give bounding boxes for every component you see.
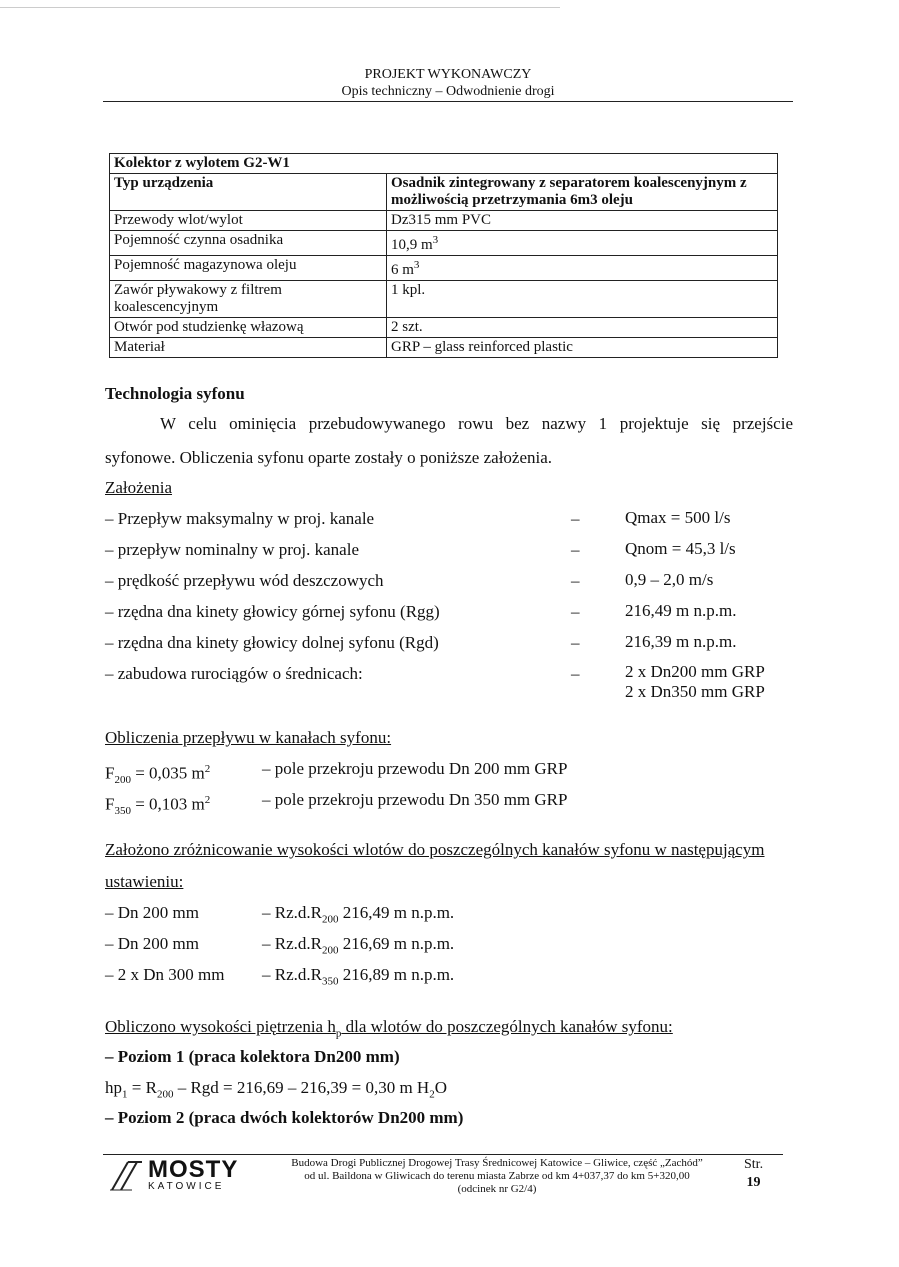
page-header	[103, 66, 793, 100]
height-value: – $Rz.d.R_{200}$ 216,49 m n.p.m.	[262, 903, 455, 926]
logo-mark-icon	[108, 1157, 148, 1193]
section-title: Technologia syfonu	[105, 384, 245, 403]
cell-value: 6 $m^3$	[387, 256, 778, 281]
cell-label: Typ urządzenia	[110, 174, 387, 211]
assumption-label: – prędkość przepływu wód deszczowych	[105, 571, 384, 590]
footer-project-description: Budowa Drogi Publicznej Drogowej Trasy Średnicowej Katowice – Gliwice, część „Zachód” od ul. Baildona w Gliwicach do terenu miasta Zabrze od km 4+037,37 do km 5+320,00 (odcinek nr G2/4)	[291, 1157, 703, 1195]
cell-label: Materiał	[110, 338, 387, 358]
page-number: Str. 19	[744, 1157, 764, 1190]
assumption-value: Qnom = 45,3 l/s	[625, 539, 736, 558]
height-value: – $Rz.d.R_{350}$ 216,89 m n.p.m.	[262, 965, 455, 988]
assumptions-title: Założenia	[105, 478, 173, 497]
footer-divider	[103, 1154, 783, 1155]
table-row	[110, 256, 778, 281]
height-label: – Dn 200 mm	[105, 934, 199, 953]
assumption-dash: –	[571, 509, 580, 528]
table-row	[110, 281, 778, 318]
heights-title-line-1: Założono zróżnicowanie wysokości wlotów do poszczególnych kanałów syfonu w następującym	[105, 840, 765, 859]
assumption-value: 2 x Dn200 mm GRP 2 x Dn350 mm GRP	[625, 662, 765, 701]
cell-value: 2 szt.	[387, 318, 778, 338]
cell-value: 10,9 $m^3$	[387, 231, 778, 256]
cell-value: Osadnik zintegrowany z separatorem koalescenyjnym z możliwością przetrzymania 6m3 oleju	[387, 174, 778, 211]
level-1-equation: $hp_1 = R_{200}$ – Rgd = 216,69 – 216,39 = 0,30 m $H_2O$	[105, 1078, 447, 1101]
logo-sub-text: KATOWICE	[148, 1181, 225, 1192]
calc-title: Obliczono wysokości piętrzenia $h_p$ dla wlotów do poszczególnych kanałów syfonu:	[105, 1017, 673, 1040]
flow-title: Obliczenia przepływu w kanałach syfonu:	[105, 728, 392, 747]
height-label: – 2 x Dn 300 mm	[105, 965, 225, 984]
scan-edge-line	[0, 7, 560, 8]
assumption-label: – Przepływ maksymalny w proj. kanale	[105, 509, 375, 528]
flow-description: – pole przekroju przewodu Dn 200 mm GRP	[262, 759, 568, 778]
assumption-dash: –	[571, 664, 580, 683]
header-subtitle: Opis techniczny – Odwodnienie drogi	[341, 84, 555, 99]
level-1-title: – Poziom 1 (praca kolektora Dn200 mm)	[105, 1047, 400, 1066]
cell-label: Pojemność magazynowa oleju	[110, 256, 387, 281]
device-spec-table	[109, 153, 778, 358]
height-value: – $Rz.d.R_{200}$ 216,69 m n.p.m.	[262, 934, 455, 957]
assumption-value: 216,49 m n.p.m.	[625, 601, 737, 620]
assumption-value: 0,9 – 2,0 m/s	[625, 570, 714, 589]
intro-line-1: W celu ominięcia przebudowywanego rowu bez nazwy 1 projektuje się przejście	[160, 414, 793, 433]
flow-formula: $F_{200} = 0,035$ $m^2$	[105, 763, 211, 787]
assumption-dash: –	[571, 571, 580, 590]
intro-line-2: syfonowe. Obliczenia syfonu oparte zostały o poniższe założenia.	[105, 448, 553, 467]
table-row	[110, 231, 778, 256]
assumption-dash: –	[571, 602, 580, 621]
level-2-title: – Poziom 2 (praca dwóch kolektorów Dn200 mm)	[105, 1108, 464, 1127]
assumption-value: 216,39 m n.p.m.	[625, 632, 737, 651]
assumption-dash: –	[571, 633, 580, 652]
assumption-label: – zabudowa rurociągów o średnicach:	[105, 664, 363, 683]
assumption-label: – przepływ nominalny w proj. kanale	[105, 540, 359, 559]
header-title: PROJEKT WYKONAWCZY	[364, 67, 532, 82]
cell-label: Otwór pod studzienkę włazową	[110, 318, 387, 338]
assumption-label: – rzędna dna kinety głowicy górnej syfonu (Rgg)	[105, 602, 440, 621]
cell-label: Zawór pływakowy z filtrem koalescencyjnym	[110, 281, 387, 318]
header-divider	[103, 101, 793, 102]
mosty-logo	[108, 1157, 248, 1193]
table-caption: Kolektor z wylotem G2-W1	[110, 154, 778, 174]
cell-label: Przewody wlot/wylot	[110, 211, 387, 231]
heights-title-line-2: ustawieniu:	[105, 872, 184, 891]
height-label: – Dn 200 mm	[105, 903, 199, 922]
flow-description: – pole przekroju przewodu Dn 350 mm GRP	[262, 790, 568, 809]
table-row	[110, 318, 778, 338]
table-row	[110, 174, 778, 211]
cell-value: GRP – glass reinforced plastic	[387, 338, 778, 358]
flow-formula: $F_{350} = 0,103$ $m^2$	[105, 794, 211, 818]
cell-value: 1 kpl.	[387, 281, 778, 318]
assumption-label: – rzędna dna kinety głowicy dolnej syfonu (Rgd)	[105, 633, 439, 652]
table-row	[110, 211, 778, 231]
cell-label: Pojemność czynna osadnika	[110, 231, 387, 256]
logo-main-text: MOSTY	[148, 1156, 239, 1183]
cell-value: Dz315 mm PVC	[387, 211, 778, 231]
assumption-dash: –	[571, 540, 580, 559]
assumption-value: Qmax = 500 l/s	[625, 508, 731, 527]
table-row	[110, 338, 778, 358]
